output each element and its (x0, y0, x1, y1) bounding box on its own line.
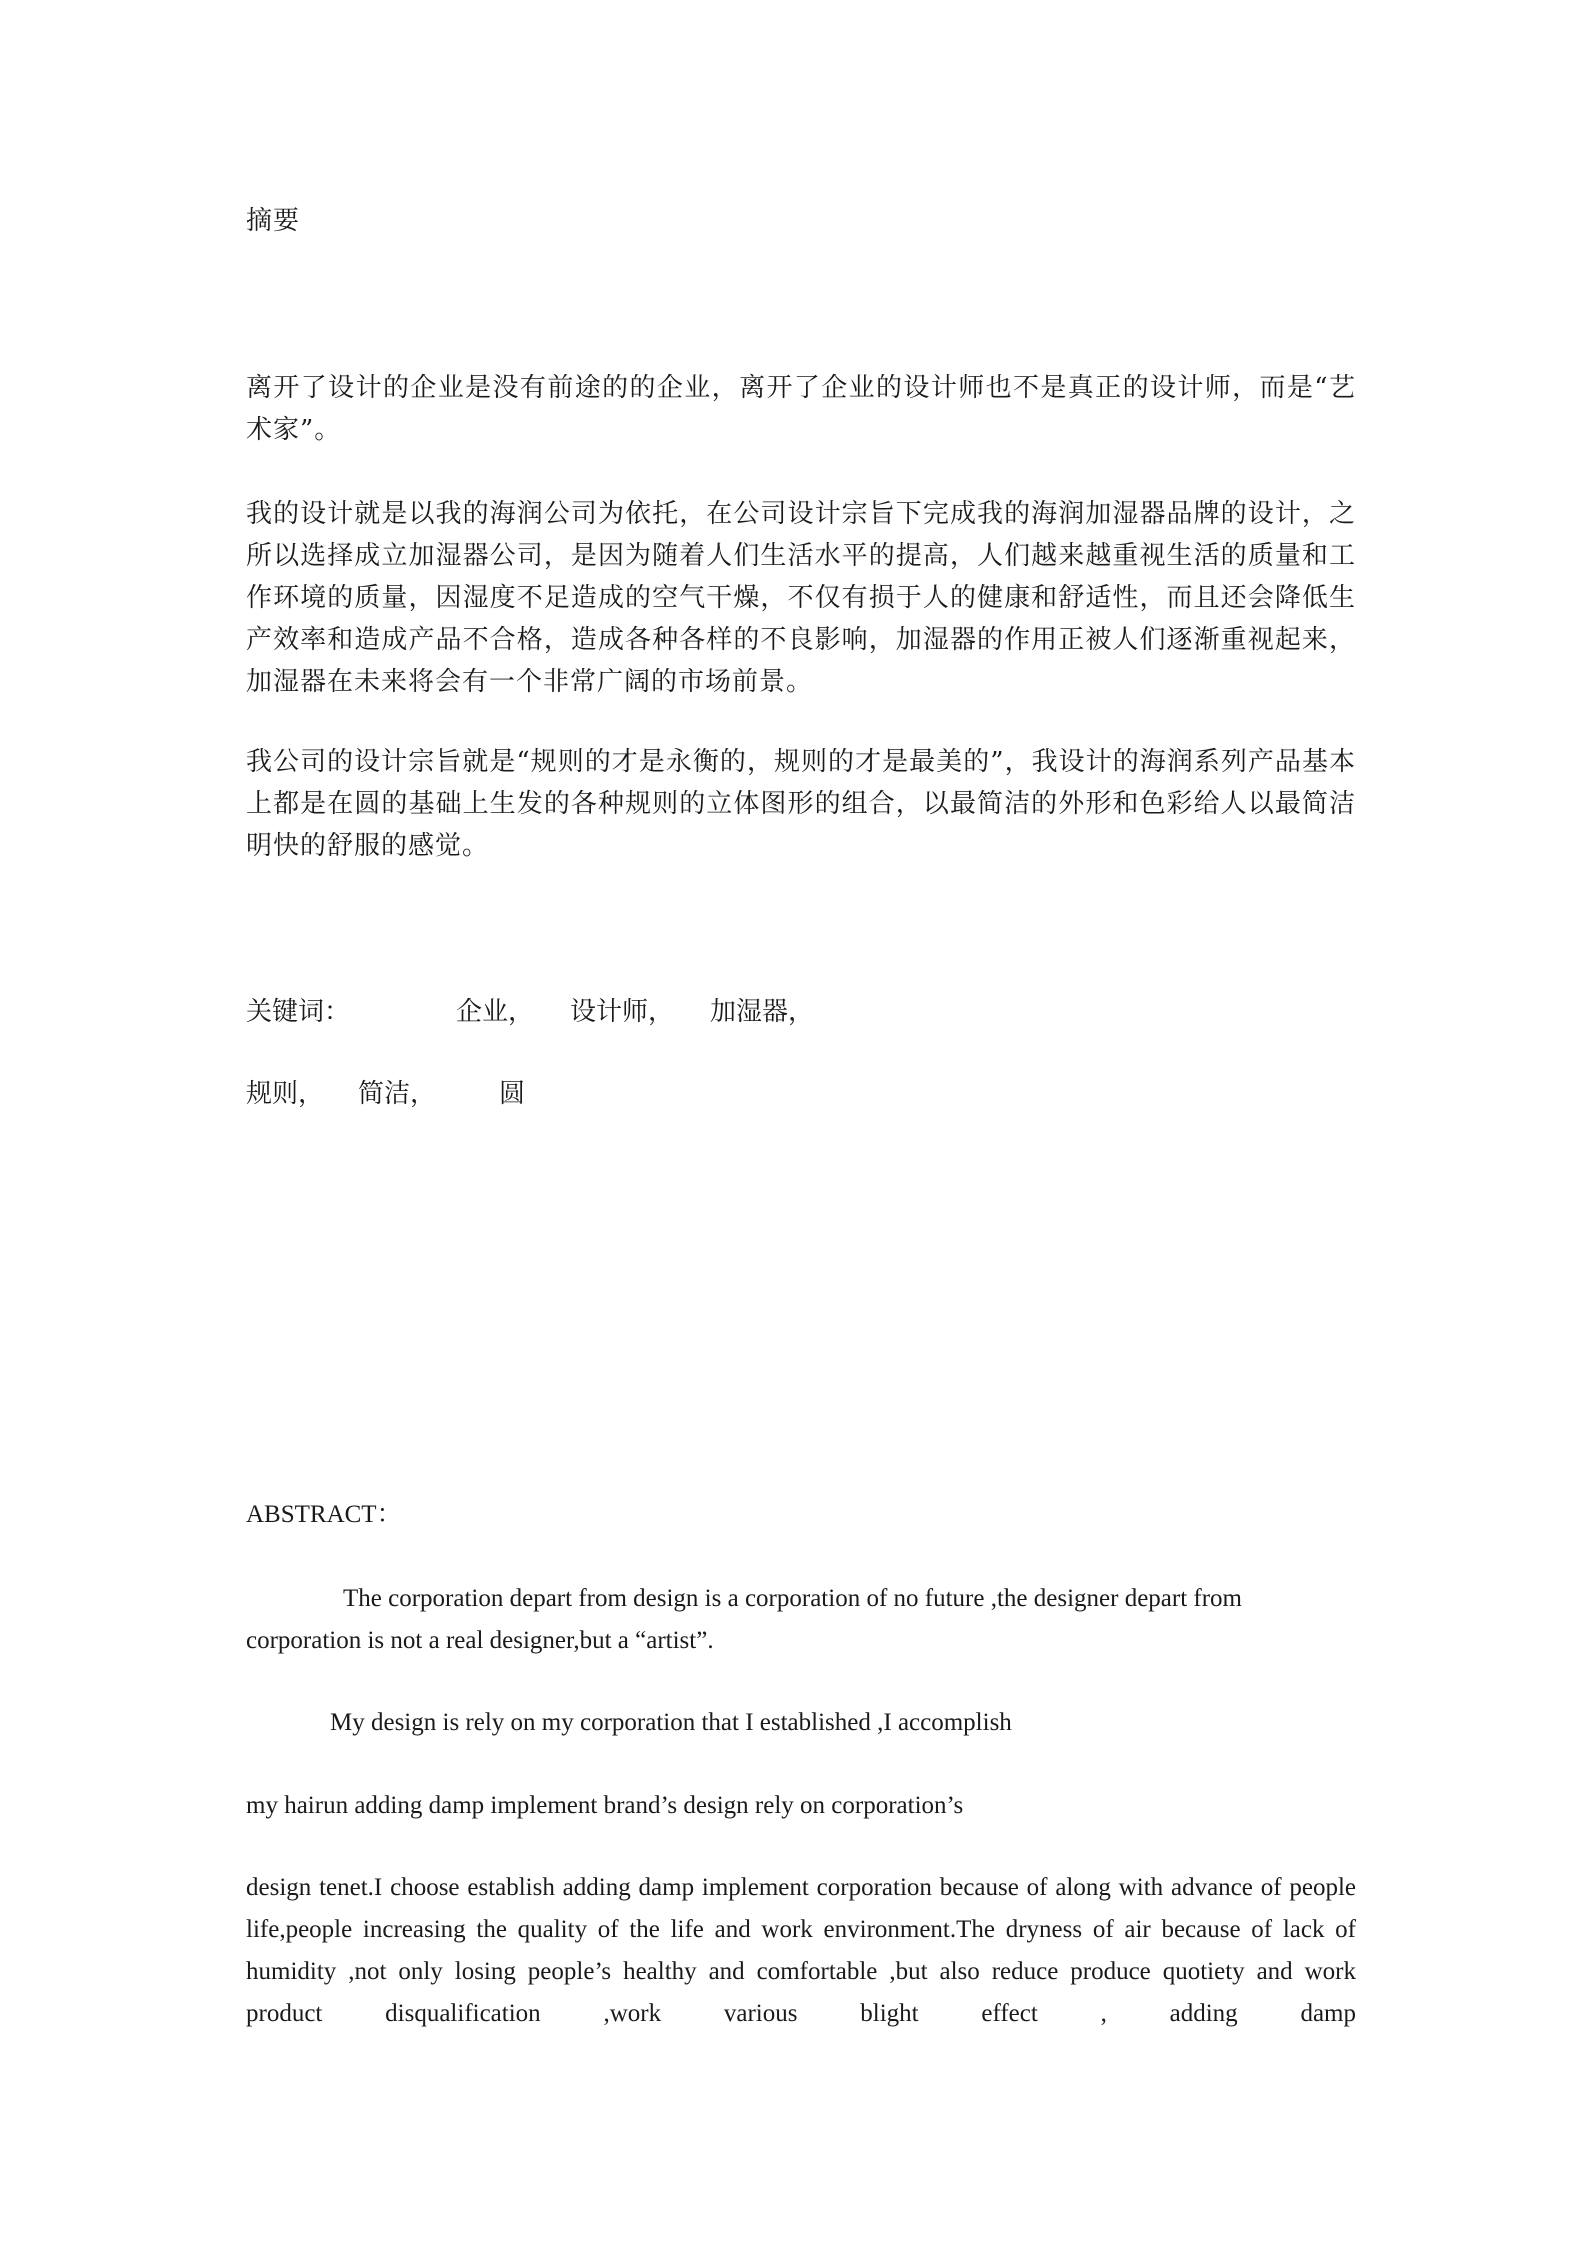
keyword-item: 圆 (499, 1079, 526, 1109)
abstract-paragraph-zh-2: 我的设计就是以我的海润公司为依托，在公司设计宗旨下完成我的海润加湿器品牌的设计，之所以选择成立加湿器公司，是因为随着人们生活水平的提高，人们越来越重视生活的质量和工作环境的质量，因湿度不足造成的空气干燥，不仅有损于人的健康和舒适性，而且还会降低生产效率和造成产品不合格，造成各种各样的不良影响，加湿器的作用正被人们逐渐重视起来，加湿器在未来将会有一个非常广阔的市场前景。 (246, 499, 1356, 697)
abstract-paragraph-en-1: The corporation depart from design is a corporation of no future ,the designer depart from corporation is not a real designer,but a “artist”. (246, 1585, 1242, 1654)
abstract-heading-zh: 摘要 (246, 206, 301, 236)
abstract-paragraph-en-4: design tenet.I choose establish adding damp implement corporation because of along with advance of people life,people increasing the quality of the life and work environment.The dryness of air because of lack of humidity ,not only losing people’s healthy and comfortable ,but also reduce produce quotiety and work product disqualification ,work various blight effect , adding damp (246, 1874, 1356, 2027)
abstract-paragraph-en-3: my hairun adding damp implement brand’s design rely on corporation’s (246, 1792, 964, 1819)
keyword-item: 企业， (456, 997, 535, 1027)
keyword-item: 加湿器， (710, 997, 815, 1027)
keyword-item: 简洁， (358, 1079, 437, 1109)
keyword-item: 规则， (246, 1079, 325, 1109)
abstract-paragraph-zh-3: 我公司的设计宗旨就是“规则的才是永衡的，规则的才是最美的”，我设计的海润系列产品基本上都是在圆的基础上生发的各种规则的立体图形的组合，以最简洁的外形和色彩给人以最简洁明快的舒服的感觉。 (246, 747, 1356, 861)
abstract-paragraph-zh-1: 离开了设计的企业是没有前途的的企业，离开了企业的设计师也不是真正的设计师，而是“艺术家”。 (246, 373, 1356, 445)
abstract-heading-en: ABSTRACT： (246, 1501, 402, 1528)
abstract-paragraph-en-2: My design is rely on my corporation that I established ,I accomplish (330, 1709, 1012, 1736)
keyword-item: 设计师， (570, 997, 675, 1027)
keywords-label: 关键词： (246, 997, 351, 1027)
